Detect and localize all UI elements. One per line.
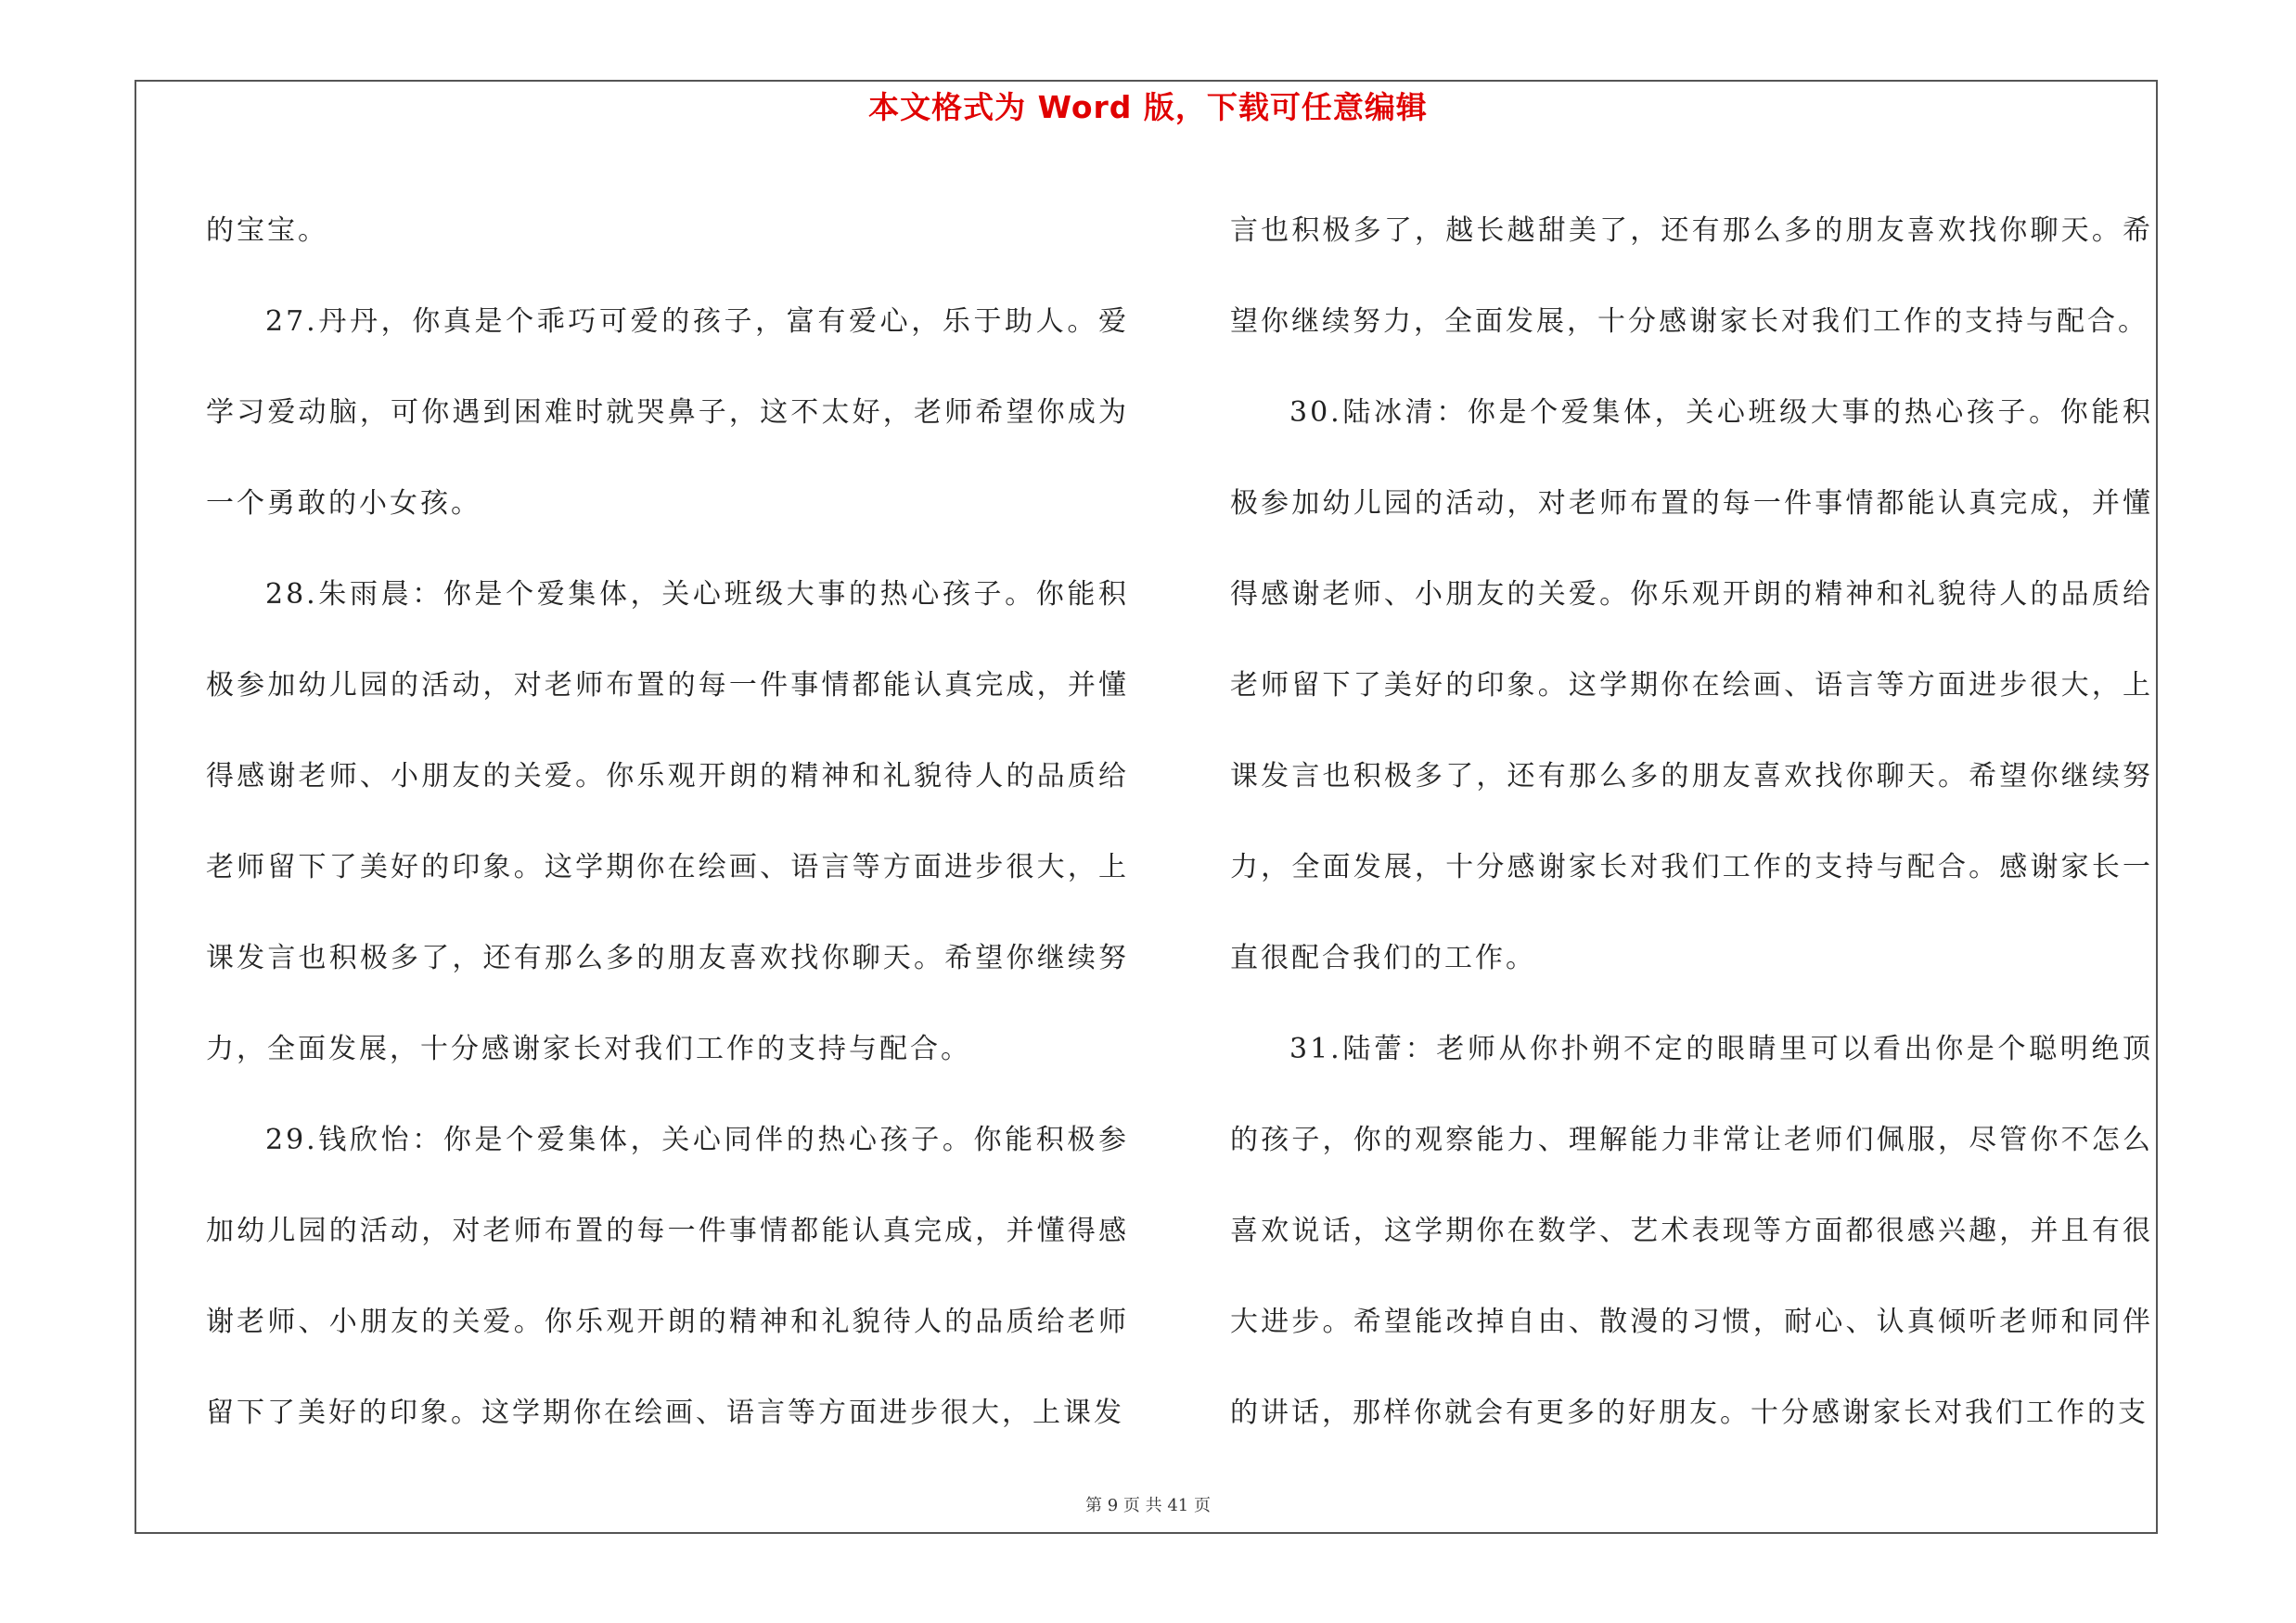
paragraph-31: 31.陆蕾：老师从你扑朔不定的眼睛里可以看出你是个聪明绝顶的孩子，你的观察能力、理解能力非常让老师们佩服，尽管你不怎么喜欢说话，这学期你在数学、艺术表现等方面都很感兴趣，并且有很大进步。希望能改掉自由、散漫的习惯，耐心、认真倾听老师和同伴的讲话，那样你就会有更多的好朋友。十分感谢家长对我们工作的支 [1230,1033,2153,1429]
format-banner: 本文格式为 Word 版，下载可任意编辑 [868,89,1428,125]
right-text-column [1230,186,2153,1459]
paragraph-30: 30.陆冰清：你是个爱集体，关心班级大事的热心孩子。你能积极参加幼儿园的活动，对老师布置的每一件事情都能认真完成，并懂得感谢老师、小朋友的关爱。你乐观开朗的精神和礼貌待人的品质给老师留下了美好的印象。这学期你在绘画、语言等方面进步很大，上课发言也积极多了，还有那么多的朋友喜欢找你聊天。希望你继续努力，全面发展，十分感谢家长对我们工作的支持与配合。感谢家长一直很配合我们的工作。 [1230,396,2153,974]
left-text-column [206,186,1129,1459]
paragraph-27: 27.丹丹，你真是个乖巧可爱的孩子，富有爱心，乐于助人。爱学习爱动脑，可你遇到困难时就哭鼻子，这不太好，老师希望你成为一个勇敢的小女孩。 [206,305,1129,520]
page-number: 第 9 页 共 41 页 [1085,1496,1211,1515]
paragraph-29-continuation: 言也积极多了，越长越甜美了，还有那么多的朋友喜欢找你聊天。希望你继续努力，全面发展，十分感谢家长对我们工作的支持与配合。 [1230,214,2153,338]
paragraph-28: 28.朱雨晨：你是个爱集体，关心班级大事的热心孩子。你能积极参加幼儿园的活动，对老师布置的每一件事情都能认真完成，并懂得感谢老师、小朋友的关爱。你乐观开朗的精神和礼貌待人的品质给老师留下了美好的印象。这学期你在绘画、语言等方面进步很大，上课发言也积极多了，还有那么多的朋友喜欢找你聊天。希望你继续努力，全面发展，十分感谢家长对我们工作的支持与配合。 [206,578,1129,1065]
paragraph-continuation: 的宝宝。 [206,214,328,247]
paragraph-29: 29.钱欣怡：你是个爱集体，关心同伴的热心孩子。你能积极参加幼儿园的活动，对老师布置的每一件事情都能认真完成，并懂得感谢老师、小朋友的关爱。你乐观开朗的精神和礼貌待人的品质给老师留下了美好的印象。这学期你在绘画、语言等方面进步很大，上课发 [206,1124,1129,1429]
